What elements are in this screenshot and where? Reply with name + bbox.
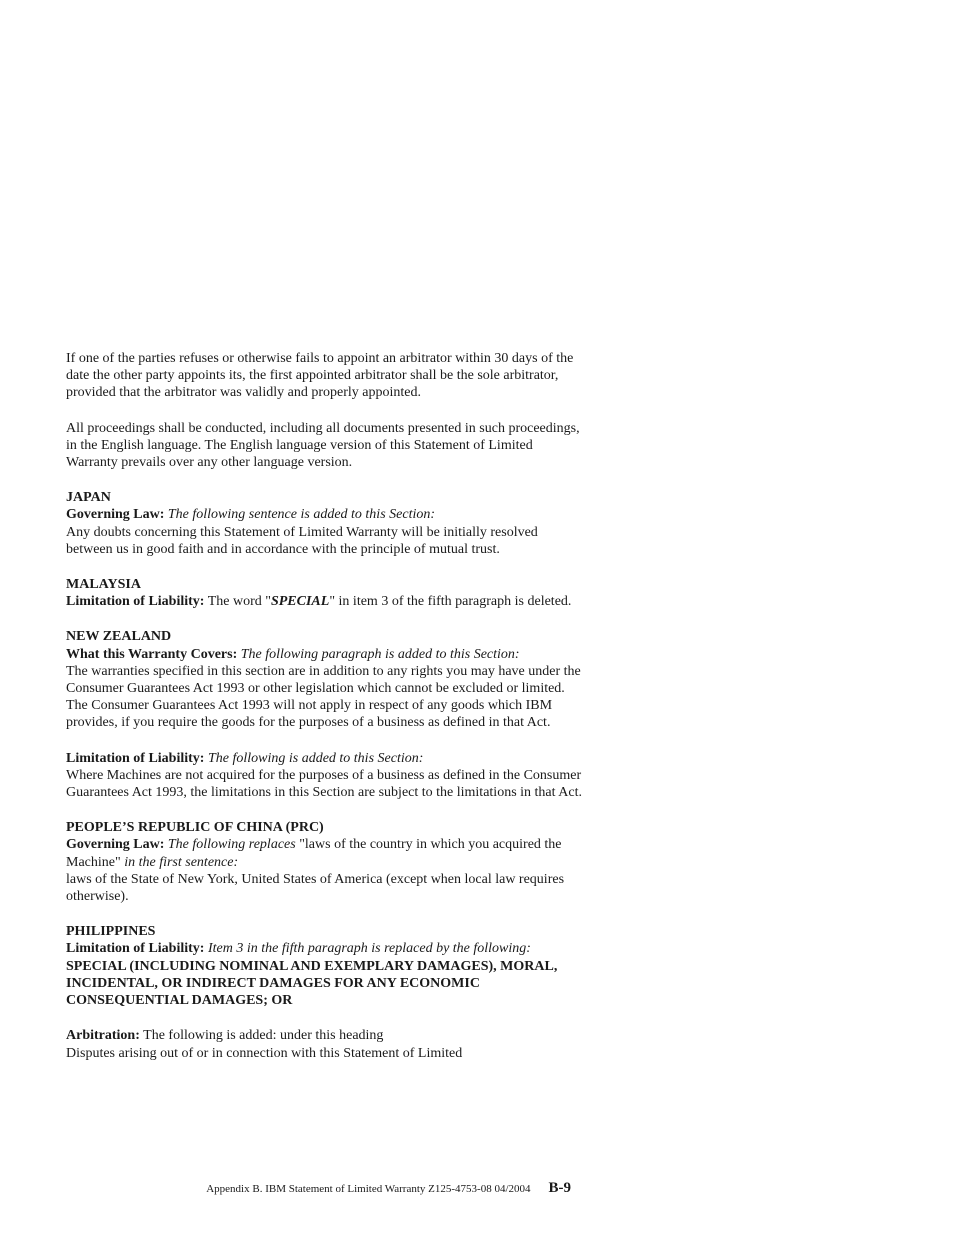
arbitration-paragraph-2: All proceedings shall be conducted, including all documents presented in such proceedings, in the English language. The English language version of this Statement of Limited Warranty prevails over any other language version. bbox=[66, 420, 580, 471]
nz-warranty-covers bbox=[66, 646, 586, 732]
label-limitation-of-liability: Limitation of Liability: bbox=[66, 941, 205, 957]
note: Item 3 in the fifth paragraph is replaced by the following: bbox=[207, 941, 531, 957]
section-japan bbox=[66, 489, 586, 558]
body-text: laws of the State of New York, United States of America (except when local law requires otherwise). bbox=[66, 871, 565, 905]
note: in the first sentence: bbox=[124, 854, 239, 870]
note: The following paragraph is added to this Section: bbox=[240, 646, 520, 662]
label-arbitration: Arbitration: bbox=[66, 1028, 140, 1044]
label-limitation-of-liability: Limitation of Liability: bbox=[66, 594, 205, 610]
body-text: The warranties specified in this section are in addition to any rights you may have under the Consumer Guarantees Act 1993 or other legislation which cannot be excluded or limited. The Consumer Guarantees Act 1993 will not apply in respect of any goods which IBM provides, if you require the goods for the purposes of a business as defined in that Act. bbox=[66, 663, 581, 731]
text-before: The word " bbox=[207, 594, 271, 610]
japan-governing-law bbox=[66, 506, 586, 558]
label-what-this-warranty-covers: What this Warranty Covers: bbox=[66, 646, 238, 662]
label-governing-law: Governing Law: bbox=[66, 507, 165, 523]
malaysia-limitation bbox=[66, 593, 586, 610]
bold-replacement-text: SPECIAL (INCLUDING NOMINAL AND EXEMPLARY DAMAGES), MORAL, INCIDENTAL, OR INDIRECT DAMAGES FOR ANY ECONOMIC CONSEQUENTIAL DAMAGES; OR bbox=[66, 958, 558, 1009]
ph-limitation bbox=[66, 940, 586, 1009]
text-after: " in item 3 of the fifth paragraph is deleted. bbox=[329, 594, 572, 610]
body-text: Any doubts concerning this Statement of Limited Warranty will be initially resolved between us in good faith and in accordance with the principle of mutual trust. bbox=[66, 524, 538, 557]
quoted-text: "laws of the country in which you acquired the Machine" bbox=[66, 837, 562, 870]
emphasis-special: SPECIAL bbox=[270, 594, 330, 610]
note: The following replaces bbox=[167, 837, 296, 853]
page-number: B-9 bbox=[548, 1180, 571, 1196]
document-body bbox=[66, 350, 586, 1062]
arbitration-paragraph-1: If one of the parties refuses or otherwise fails to appoint an arbitrator within 30 days of the date the other party appoints its, the first appointed arbitrator shall be the sole arbitrator, provided that the arbitrator was validly and properly appointed. bbox=[66, 351, 574, 401]
body-text: The following is added: under this heading bbox=[143, 1028, 384, 1044]
nz-limitation bbox=[66, 750, 586, 802]
body-text: Where Machines are not acquired for the purposes of a business as defined in the Consumer Guarantees Act 1993, the limitations in this Section are subject to the limitations in that Act. bbox=[66, 767, 582, 801]
label-limitation-of-liability: Limitation of Liability: bbox=[66, 750, 205, 766]
body-text: Disputes arising out of or in connection with this Statement of Limited bbox=[66, 1045, 463, 1061]
heading-philippines: PHILIPPINES bbox=[66, 924, 156, 940]
heading-new-zealand: NEW ZEALAND bbox=[66, 629, 172, 645]
page-footer bbox=[0, 1179, 571, 1197]
heading-prc: PEOPLE’S REPUBLIC OF CHINA (PRC) bbox=[66, 820, 324, 836]
prc-governing-law bbox=[66, 836, 586, 905]
heading-japan: JAPAN bbox=[66, 490, 111, 506]
footer-title: Appendix B. IBM Statement of Limited Warranty Z125-4753-08 04/2004 bbox=[206, 1183, 531, 1195]
section-malaysia bbox=[66, 576, 586, 610]
ph-arbitration bbox=[66, 1027, 586, 1061]
note: The following is added to this Section: bbox=[207, 750, 424, 766]
label-governing-law: Governing Law: bbox=[66, 837, 165, 853]
note: The following sentence is added to this Section: bbox=[167, 507, 436, 523]
heading-malaysia: MALAYSIA bbox=[66, 577, 141, 593]
section-new-zealand bbox=[66, 628, 586, 801]
section-philippines bbox=[66, 923, 586, 1061]
section-prc bbox=[66, 819, 586, 905]
